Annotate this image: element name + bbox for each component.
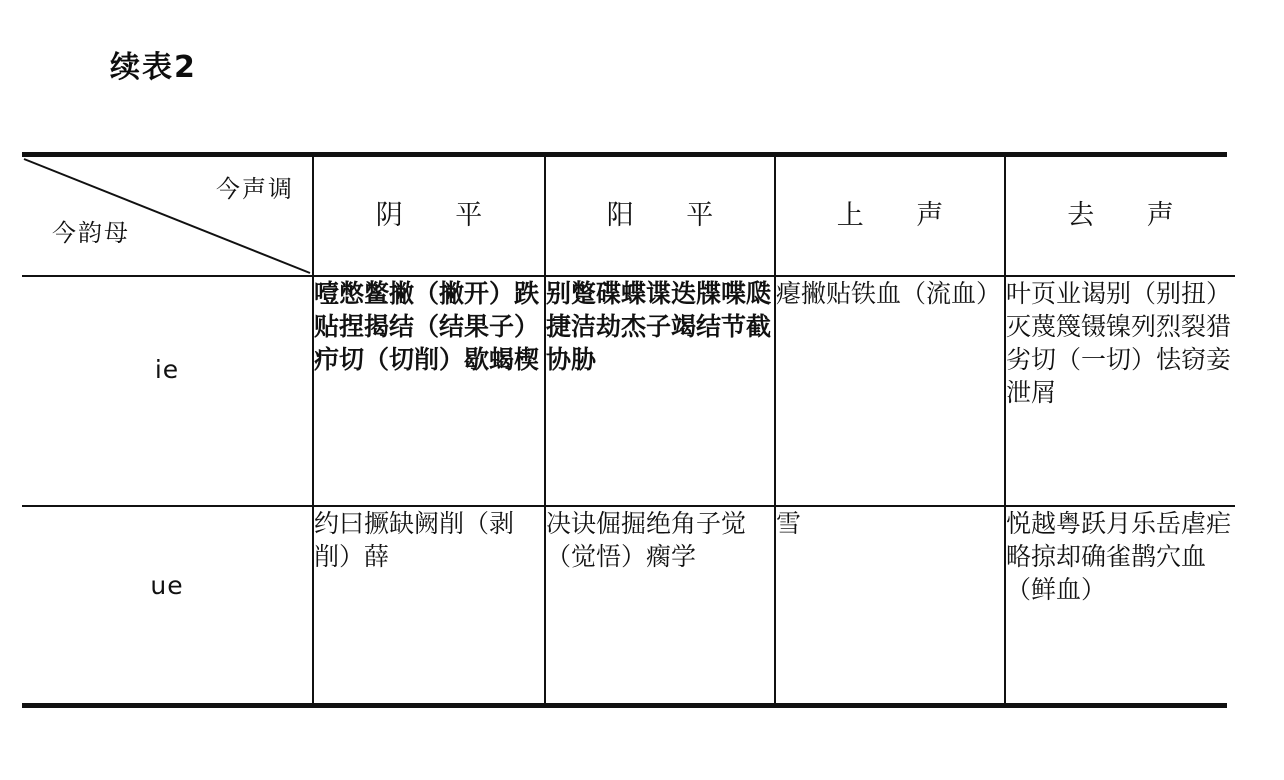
table-row xyxy=(22,506,1235,703)
cell-ue-qusheng xyxy=(1005,506,1235,703)
cell-ue-yangping xyxy=(545,506,775,703)
cell-text: 悦越粤跃月乐岳虐疟略掠却确雀鹊穴血（鲜血） xyxy=(1006,509,1232,604)
cell-ue-yinping xyxy=(313,506,545,703)
page-title: 续表2 xyxy=(110,50,197,85)
cell-ie-yangping xyxy=(545,276,775,506)
corner-tone-label: 今声调 xyxy=(216,175,294,203)
cell-text: 决诀倔掘绝角子觉（觉悟）瘸学 xyxy=(546,509,747,571)
row-label-text: ue xyxy=(150,571,184,600)
row-label-text: ie xyxy=(154,355,180,384)
cell-text: 约曰撅缺阙削（剥削）薛 xyxy=(314,509,515,571)
column-header-shangsheng: 上 声 xyxy=(775,157,1005,276)
table-bottom-rule xyxy=(22,703,1227,708)
cell-ie-shangsheng xyxy=(775,276,1005,506)
header-corner-cell xyxy=(22,157,313,276)
row-label-ue xyxy=(22,506,313,703)
phonology-table xyxy=(22,157,1235,703)
table-row xyxy=(22,276,1235,506)
phonology-table-wrapper xyxy=(22,152,1232,708)
column-header-yangping: 阳 平 xyxy=(545,157,775,276)
cell-text: 雪 xyxy=(776,509,802,538)
cell-ue-shangsheng xyxy=(775,506,1005,703)
corner-rhyme-label: 今韵母 xyxy=(52,219,130,247)
cell-text: 叶页业谒别（别扭）灭蔑篾镊镍列烈裂猎劣切（一切）怯窃妾泄屑 xyxy=(1006,279,1232,407)
column-header-qusheng: 去 声 xyxy=(1005,157,1235,276)
cell-ie-yinping xyxy=(313,276,545,506)
cell-ie-qusheng xyxy=(1005,276,1235,506)
cell-text: 噎憋鳖撇（撇开）跌贴捏揭结（结果子）疖切（切削）歇蝎楔 xyxy=(314,279,540,374)
cell-text: 瘪撇贴铁血（流血） xyxy=(776,279,1002,308)
column-header-yinping: 阴 平 xyxy=(313,157,545,276)
table-header-row xyxy=(22,157,1235,276)
cell-text: 别蹩碟蝶谍迭牒喋瓞捷洁劫杰子竭结节截协胁 xyxy=(546,279,772,374)
row-label-ie xyxy=(22,276,313,506)
